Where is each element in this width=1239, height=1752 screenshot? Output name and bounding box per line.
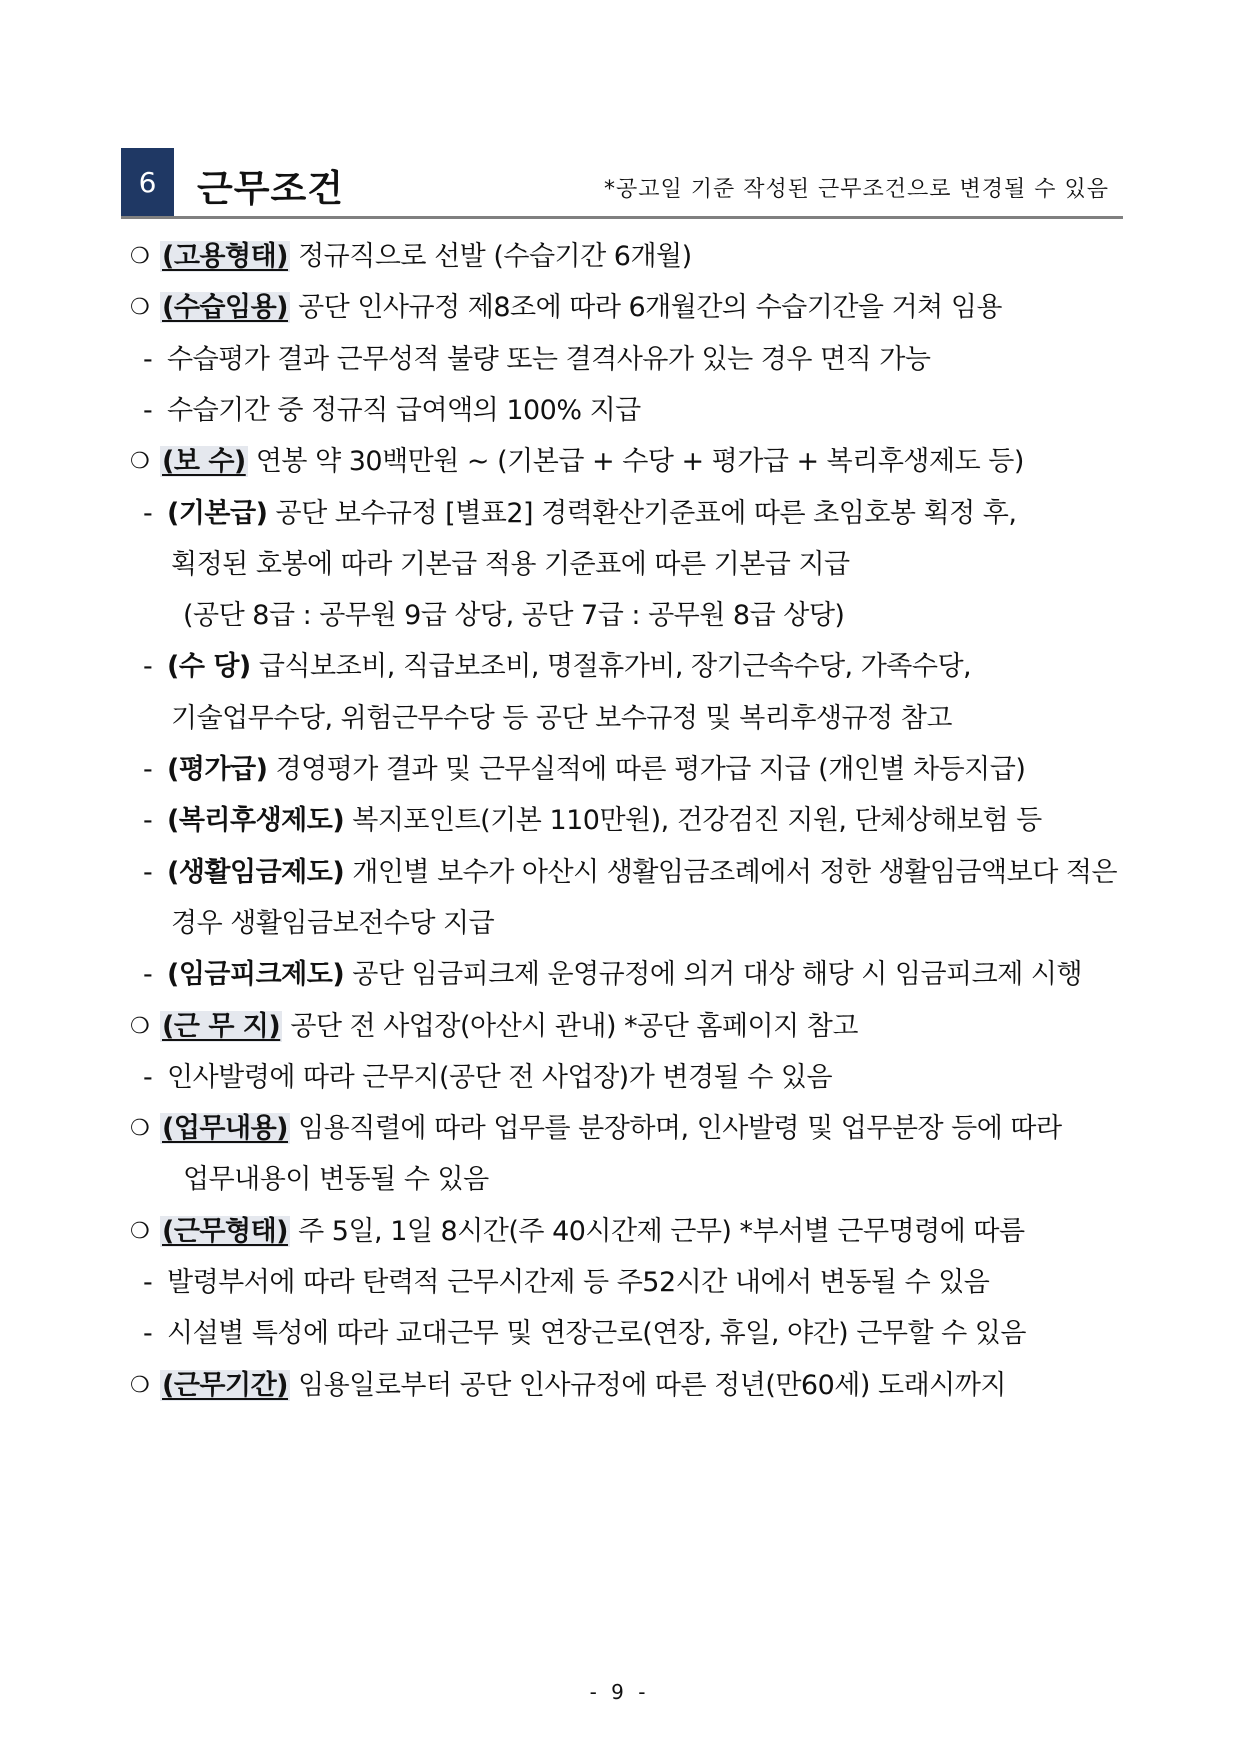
item-text: 기술업무수당, 위험근무수당 등 공단 보수규정 및 복리후생규정 참고 (171, 702, 952, 734)
dash-marker: - (143, 343, 153, 375)
item-text: 공단 보수규정 [별표2] 경력환산기준표에 따른 초임호봉 획정 후, (267, 497, 1017, 529)
sub-item (143, 958, 1082, 992)
item-label: (업무내용) (162, 1113, 289, 1145)
circle-bullet-icon: ❍ (130, 449, 150, 475)
bullet-item (130, 1369, 1006, 1403)
item-text: 시설별 특성에 따라 교대근무 및 연장근로(연장, 휴일, 야간) 근무할 수 있음 (167, 1318, 1026, 1350)
circle-bullet-icon: ❍ (130, 1013, 150, 1039)
item-text: 임용직렬에 따라 업무를 분장하며, 인사발령 및 업무분장 등에 따라 (290, 1113, 1062, 1145)
continuation-line (183, 599, 844, 633)
header-divider (121, 216, 1123, 219)
bullet-item (130, 1215, 1025, 1249)
sub-item (143, 650, 971, 684)
section-title: 근무조건 (197, 167, 344, 210)
item-text: 경우 생활임금보전수당 지급 (171, 907, 495, 939)
circle-bullet-icon: ❍ (130, 1372, 150, 1398)
item-label: (근무형태) (162, 1215, 289, 1247)
item-label: (평가급) (167, 754, 268, 785)
item-label: (보 수) (162, 446, 246, 478)
dash-marker: - (143, 394, 153, 426)
item-text: 정규직으로 선발 (수습기간 6개월) (290, 241, 692, 272)
item-label: (수습임용) (162, 292, 289, 324)
continuation-line (183, 1163, 489, 1197)
item-text: 경영평가 결과 및 근무실적에 따른 평가급 지급 (개인별 차등지급) (267, 754, 1026, 785)
dash-marker: - (143, 856, 153, 888)
circle-bullet-icon: ❍ (130, 295, 150, 321)
item-text: 급식보조비, 직급보조비, 명절휴가비, 장기근속수당, 가족수당, (250, 651, 972, 683)
item-label: (기본급) (167, 497, 268, 529)
dash-marker: - (143, 959, 153, 991)
item-text: 공단 인사규정 제8조에 따라 6개월간의 수습기간을 거쳐 임용 (290, 292, 1002, 324)
sub-item (143, 804, 1042, 838)
bullet-item (130, 1010, 858, 1044)
section-number: 6 (121, 148, 174, 216)
page-number: - 9 - (589, 1680, 650, 1704)
section-header (121, 148, 1123, 216)
bullet-item (130, 291, 1002, 325)
item-label: (생활임금제도) (167, 856, 345, 888)
dash-marker: - (143, 1267, 153, 1298)
item-text: 공단 임금피크제 운영규정에 의거 대상 해당 시 임금피크제 시행 (344, 959, 1083, 991)
item-text: 발령부서에 따라 탄력적 근무시간제 등 주52시간 내에서 변동될 수 있음 (167, 1267, 990, 1298)
sub-item (143, 343, 930, 377)
item-text: (공단 8급 : 공무원 9급 상당, 공단 7급 : 공무원 8급 상당) (183, 600, 845, 632)
sub-item (143, 497, 1016, 531)
sub-item (143, 1317, 1026, 1351)
item-text: 인사발령에 따라 근무지(공단 전 사업장)가 변경될 수 있음 (167, 1061, 833, 1093)
item-text: 복지포인트(기본 110만원), 건강검진 지원, 단체상해보험 등 (344, 805, 1042, 837)
item-label: (고용형태) (162, 241, 289, 272)
item-text: 획정된 호봉에 따라 기본급 적용 기준표에 따른 기본급 지급 (171, 548, 850, 580)
continuation-line (171, 907, 494, 941)
dash-marker: - (143, 651, 153, 683)
item-text: 수습기간 중 정규직 급여액의 100% 지급 (167, 394, 641, 426)
item-text: 업무내용이 변동될 수 있음 (183, 1164, 489, 1196)
circle-bullet-icon: ❍ (130, 244, 150, 269)
item-text: 개인별 보수가 아산시 생활임금조례에서 정한 생활임금액보다 적은 (344, 856, 1118, 888)
dash-marker: - (143, 754, 153, 785)
item-label: (근무기간) (162, 1369, 289, 1401)
item-text: 수습평가 결과 근무성적 불량 또는 결격사유가 있는 경우 면직 가능 (167, 343, 931, 375)
item-text: 임용일로부터 공단 인사규정에 따른 정년(만60세) 도래시까지 (290, 1369, 1006, 1401)
sub-item (143, 1061, 832, 1095)
dash-marker: - (143, 1061, 153, 1093)
item-label: (근 무 지) (162, 1010, 281, 1042)
dash-marker: - (143, 805, 153, 837)
item-text: 공단 전 사업장(아산시 관내) *공단 홈페이지 참고 (282, 1010, 858, 1042)
section-note: *공고일 기준 작성된 근무조건으로 변경될 수 있음 (603, 177, 1109, 202)
dash-marker: - (143, 497, 153, 529)
circle-bullet-icon: ❍ (130, 1116, 150, 1142)
item-text: 주 5일, 1일 8시간(주 40시간제 근무) *부서별 근무명령에 따름 (290, 1215, 1025, 1247)
item-label: (복리후생제도) (167, 805, 345, 837)
dash-marker: - (143, 1318, 153, 1350)
continuation-line (171, 702, 952, 736)
bullet-item (130, 240, 692, 274)
bullet-item (130, 445, 1024, 479)
sub-item (143, 394, 641, 428)
item-text: 연봉 약 30백만원 ~ (기본급 + 수당 + 평가급 + 복리후생제도 등) (247, 446, 1024, 478)
continuation-line (171, 548, 850, 582)
circle-bullet-icon: ❍ (130, 1218, 150, 1244)
sub-item (143, 856, 1117, 890)
bullet-item (130, 1112, 1062, 1146)
sub-item (143, 753, 1025, 787)
item-label: (임금피크제도) (167, 959, 345, 991)
item-label: (수 당) (167, 651, 251, 683)
sub-item (143, 1266, 989, 1300)
